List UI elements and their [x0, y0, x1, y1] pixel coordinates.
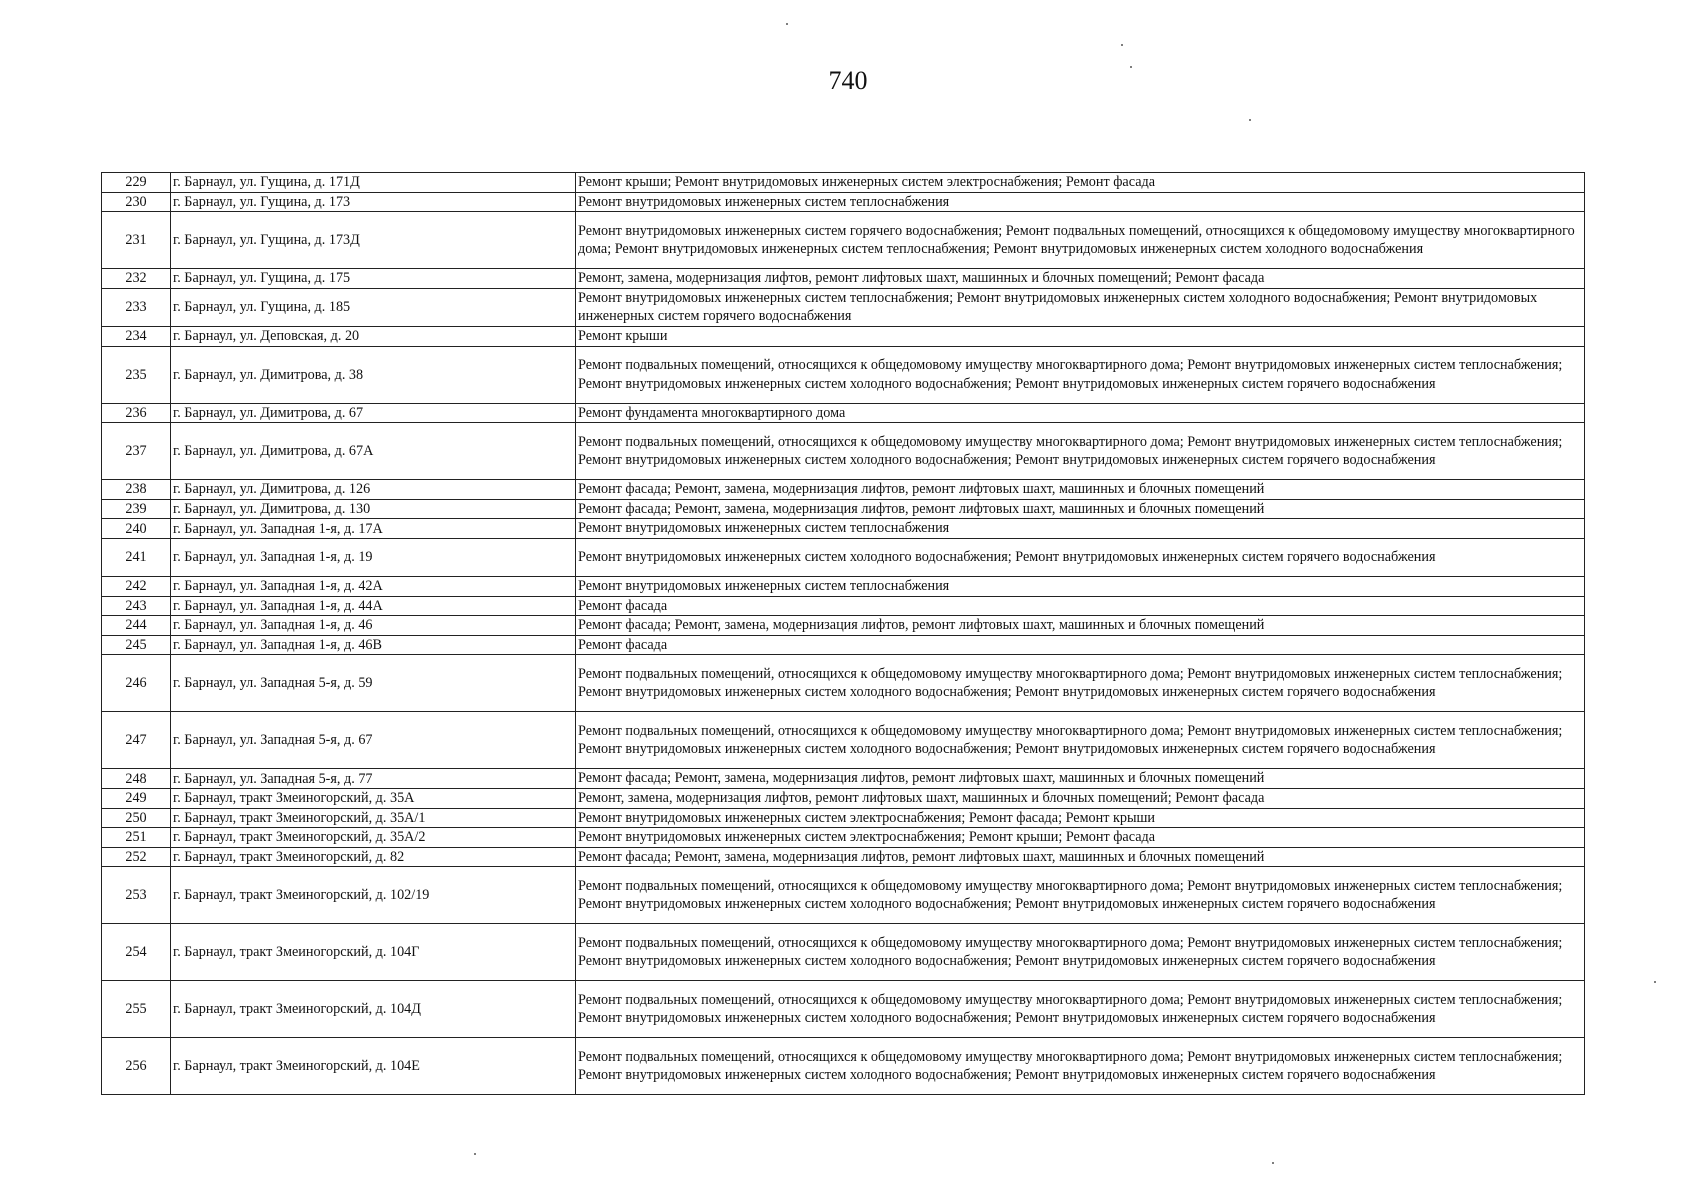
table-row [102, 981, 1585, 1038]
address-cell: г. Барнаул, ул. Гущина, д. 173 [171, 192, 576, 212]
row-number-cell: 235 [102, 346, 171, 403]
works-cell: Ремонт внутридомовых инженерных систем электроснабжения; Ремонт крыши; Ремонт фасада [576, 828, 1585, 848]
row-number-cell: 256 [102, 1038, 171, 1095]
scan-speck [1272, 1162, 1274, 1164]
works-cell: Ремонт, замена, модернизация лифтов, ремонт лифтовых шахт, машинных и блочных помещений; Ремонт фасада [576, 788, 1585, 808]
works-cell: Ремонт фасада [576, 635, 1585, 655]
table-row [102, 655, 1585, 712]
row-number-cell: 254 [102, 924, 171, 981]
row-number-cell: 241 [102, 538, 171, 576]
works-cell: Ремонт фасада; Ремонт, замена, модернизация лифтов, ремонт лифтовых шахт, машинных и блочных помещений [576, 847, 1585, 867]
address-cell: г. Барнаул, ул. Западная 5-я, д. 59 [171, 655, 576, 712]
table-row [102, 596, 1585, 616]
address-cell: г. Барнаул, ул. Деповская, д. 20 [171, 326, 576, 346]
works-cell: Ремонт, замена, модернизация лифтов, ремонт лифтовых шахт, машинных и блочных помещений; Ремонт фасада [576, 269, 1585, 289]
address-cell: г. Барнаул, тракт Змеиногорский, д. 35А [171, 788, 576, 808]
works-cell: Ремонт внутридомовых инженерных систем теплоснабжения [576, 576, 1585, 596]
address-cell: г. Барнаул, ул. Гущина, д. 173Д [171, 212, 576, 269]
address-cell: г. Барнаул, ул. Западная 1-я, д. 17А [171, 519, 576, 539]
row-number-cell: 244 [102, 616, 171, 636]
works-cell: Ремонт внутридомовых инженерных систем горячего водоснабжения; Ремонт подвальных помещений, относящихся к общедомовому имуществу многоквартирного дома; Ремонт внутридомовых инженерных систем теплоснабжения; Ремонт внутридомовых инженерных систем холодного водоснабжения [576, 212, 1585, 269]
row-number-cell: 231 [102, 212, 171, 269]
address-cell: г. Барнаул, тракт Змеиногорский, д. 82 [171, 847, 576, 867]
scan-speck [1654, 981, 1656, 983]
works-cell: Ремонт фасада [576, 596, 1585, 616]
works-cell: Ремонт внутридомовых инженерных систем теплоснабжения; Ремонт внутридомовых инженерных систем холодного водоснабжения; Ремонт внутридомовых инженерных систем горячего водоснабжения [576, 288, 1585, 326]
row-number-cell: 233 [102, 288, 171, 326]
table-row [102, 616, 1585, 636]
scan-speck [786, 23, 788, 25]
address-cell: г. Барнаул, ул. Западная 5-я, д. 67 [171, 712, 576, 769]
table-row [102, 423, 1585, 480]
works-cell: Ремонт подвальных помещений, относящихся к общедомовому имуществу многоквартирного дома; Ремонт внутридомовых инженерных систем теплоснабжения; Ремонт внутридомовых инженерных систем холодного водоснабжения; Ремонт внутридомовых инженерных систем горячего водоснабжения [576, 346, 1585, 403]
table-row [102, 769, 1585, 789]
table-row [102, 499, 1585, 519]
works-cell: Ремонт подвальных помещений, относящихся к общедомовому имуществу многоквартирного дома; Ремонт внутридомовых инженерных систем теплоснабжения; Ремонт внутридомовых инженерных систем холодного водоснабжения; Ремонт внутридомовых инженерных систем горячего водоснабжения [576, 712, 1585, 769]
table-row [102, 712, 1585, 769]
address-cell: г. Барнаул, ул. Димитрова, д. 67 [171, 403, 576, 423]
repair-registry-table [101, 172, 1585, 1095]
row-number-cell: 247 [102, 712, 171, 769]
address-cell: г. Барнаул, ул. Димитрова, д. 38 [171, 346, 576, 403]
works-cell: Ремонт внутридомовых инженерных систем теплоснабжения [576, 519, 1585, 539]
row-number-cell: 253 [102, 867, 171, 924]
works-cell: Ремонт подвальных помещений, относящихся к общедомовому имуществу многоквартирного дома; Ремонт внутридомовых инженерных систем теплоснабжения; Ремонт внутридомовых инженерных систем холодного водоснабжения; Ремонт внутридомовых инженерных систем горячего водоснабжения [576, 1038, 1585, 1095]
table-row [102, 924, 1585, 981]
table-row [102, 346, 1585, 403]
address-cell: г. Барнаул, ул. Гущина, д. 175 [171, 269, 576, 289]
table-row [102, 269, 1585, 289]
row-number-cell: 230 [102, 192, 171, 212]
row-number-cell: 239 [102, 499, 171, 519]
works-cell: Ремонт крыши [576, 326, 1585, 346]
works-cell: Ремонт крыши; Ремонт внутридомовых инженерных систем электроснабжения; Ремонт фасада [576, 173, 1585, 193]
works-cell: Ремонт внутридомовых инженерных систем электроснабжения; Ремонт фасада; Ремонт крыши [576, 808, 1585, 828]
address-cell: г. Барнаул, ул. Западная 1-я, д. 44А [171, 596, 576, 616]
row-number-cell: 232 [102, 269, 171, 289]
row-number-cell: 238 [102, 480, 171, 500]
table-row [102, 828, 1585, 848]
address-cell: г. Барнаул, ул. Западная 1-я, д. 42А [171, 576, 576, 596]
table-row [102, 788, 1585, 808]
works-cell: Ремонт фасада; Ремонт, замена, модернизация лифтов, ремонт лифтовых шахт, машинных и блочных помещений [576, 616, 1585, 636]
row-number-cell: 234 [102, 326, 171, 346]
table-row [102, 173, 1585, 193]
works-cell: Ремонт подвальных помещений, относящихся к общедомовому имуществу многоквартирного дома; Ремонт внутридомовых инженерных систем теплоснабжения; Ремонт внутридомовых инженерных систем холодного водоснабжения; Ремонт внутридомовых инженерных систем горячего водоснабжения [576, 924, 1585, 981]
address-cell: г. Барнаул, ул. Димитрова, д. 67А [171, 423, 576, 480]
registry-body [102, 173, 1585, 1095]
row-number-cell: 243 [102, 596, 171, 616]
address-cell: г. Барнаул, ул. Западная 5-я, д. 77 [171, 769, 576, 789]
table-row [102, 212, 1585, 269]
address-cell: г. Барнаул, тракт Змеиногорский, д. 102/19 [171, 867, 576, 924]
row-number-cell: 246 [102, 655, 171, 712]
scan-speck [1249, 119, 1251, 121]
address-cell: г. Барнаул, ул. Западная 1-я, д. 46В [171, 635, 576, 655]
works-cell: Ремонт фасада; Ремонт, замена, модернизация лифтов, ремонт лифтовых шахт, машинных и блочных помещений [576, 480, 1585, 500]
row-number-cell: 242 [102, 576, 171, 596]
row-number-cell: 237 [102, 423, 171, 480]
works-cell: Ремонт подвальных помещений, относящихся к общедомовому имуществу многоквартирного дома; Ремонт внутридомовых инженерных систем теплоснабжения; Ремонт внутридомовых инженерных систем холодного водоснабжения; Ремонт внутридомовых инженерных систем горячего водоснабжения [576, 867, 1585, 924]
table-row [102, 576, 1585, 596]
table-row [102, 403, 1585, 423]
works-cell: Ремонт фундамента многоквартирного дома [576, 403, 1585, 423]
address-cell: г. Барнаул, тракт Змеиногорский, д. 35А/1 [171, 808, 576, 828]
works-cell: Ремонт внутридомовых инженерных систем холодного водоснабжения; Ремонт внутридомовых инженерных систем горячего водоснабжения [576, 538, 1585, 576]
row-number-cell: 251 [102, 828, 171, 848]
row-number-cell: 255 [102, 981, 171, 1038]
row-number-cell: 240 [102, 519, 171, 539]
row-number-cell: 250 [102, 808, 171, 828]
address-cell: г. Барнаул, ул. Димитрова, д. 130 [171, 499, 576, 519]
table-row [102, 867, 1585, 924]
address-cell: г. Барнаул, ул. Западная 1-я, д. 46 [171, 616, 576, 636]
address-cell: г. Барнаул, тракт Змеиногорский, д. 104Е [171, 1038, 576, 1095]
row-number-cell: 236 [102, 403, 171, 423]
works-cell: Ремонт внутридомовых инженерных систем теплоснабжения [576, 192, 1585, 212]
address-cell: г. Барнаул, тракт Змеиногорский, д. 104Д [171, 981, 576, 1038]
table-row [102, 288, 1585, 326]
table-row [102, 538, 1585, 576]
row-number-cell: 248 [102, 769, 171, 789]
row-number-cell: 252 [102, 847, 171, 867]
works-cell: Ремонт подвальных помещений, относящихся к общедомовому имуществу многоквартирного дома; Ремонт внутридомовых инженерных систем теплоснабжения; Ремонт внутридомовых инженерных систем холодного водоснабжения; Ремонт внутридомовых инженерных систем горячего водоснабжения [576, 655, 1585, 712]
scan-speck [1121, 44, 1123, 46]
address-cell: г. Барнаул, тракт Змеиногорский, д. 104Г [171, 924, 576, 981]
table-row [102, 192, 1585, 212]
row-number-cell: 249 [102, 788, 171, 808]
table-row [102, 847, 1585, 867]
page-number: 740 [828, 66, 868, 95]
table-row [102, 519, 1585, 539]
works-cell: Ремонт подвальных помещений, относящихся к общедомовому имуществу многоквартирного дома; Ремонт внутридомовых инженерных систем теплоснабжения; Ремонт внутридомовых инженерных систем холодного водоснабжения; Ремонт внутридомовых инженерных систем горячего водоснабжения [576, 423, 1585, 480]
row-number-cell: 229 [102, 173, 171, 193]
works-cell: Ремонт фасада; Ремонт, замена, модернизация лифтов, ремонт лифтовых шахт, машинных и блочных помещений [576, 499, 1585, 519]
table-row [102, 326, 1585, 346]
works-cell: Ремонт фасада; Ремонт, замена, модернизация лифтов, ремонт лифтовых шахт, машинных и блочных помещений [576, 769, 1585, 789]
row-number-cell: 245 [102, 635, 171, 655]
address-cell: г. Барнаул, ул. Гущина, д. 185 [171, 288, 576, 326]
table-row [102, 480, 1585, 500]
address-cell: г. Барнаул, тракт Змеиногорский, д. 35А/2 [171, 828, 576, 848]
works-cell: Ремонт подвальных помещений, относящихся к общедомовому имуществу многоквартирного дома; Ремонт внутридомовых инженерных систем теплоснабжения; Ремонт внутридомовых инженерных систем холодного водоснабжения; Ремонт внутридомовых инженерных систем горячего водоснабжения [576, 981, 1585, 1038]
address-cell: г. Барнаул, ул. Гущина, д. 171Д [171, 173, 576, 193]
table-row [102, 1038, 1585, 1095]
table-row [102, 808, 1585, 828]
scan-speck [1130, 66, 1132, 68]
scan-speck [474, 1153, 476, 1155]
address-cell: г. Барнаул, ул. Западная 1-я, д. 19 [171, 538, 576, 576]
address-cell: г. Барнаул, ул. Димитрова, д. 126 [171, 480, 576, 500]
table-row [102, 635, 1585, 655]
